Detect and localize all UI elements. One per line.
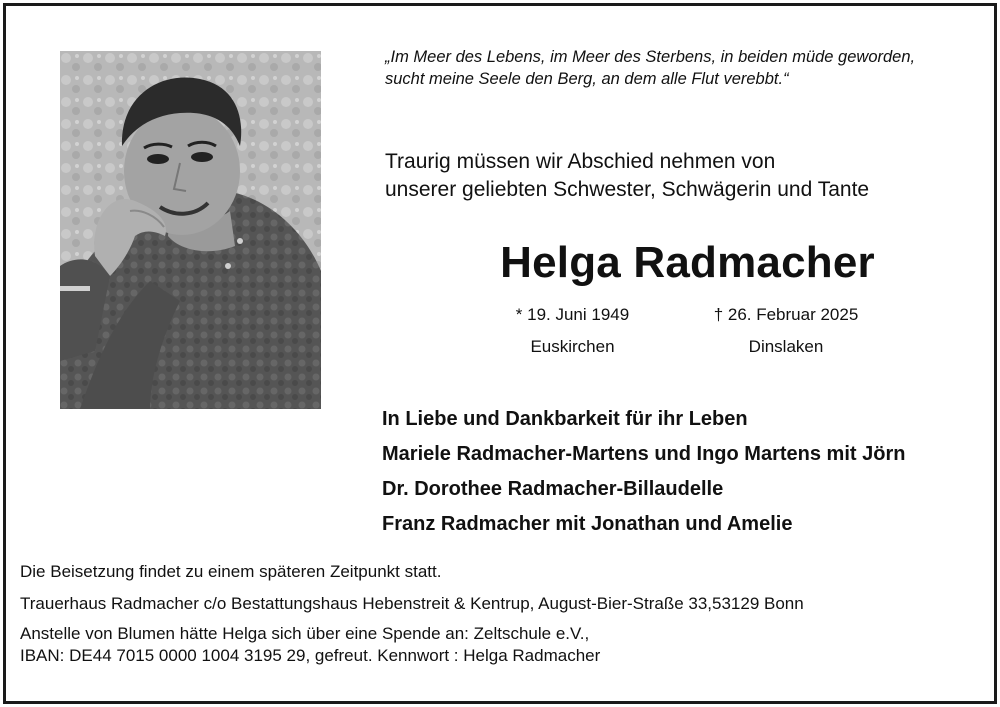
mourner-line: In Liebe und Dankbarkeit für ihr Leben	[382, 408, 748, 430]
intro-line: unserer geliebten Schwester, Schwägerin und Tante	[385, 178, 870, 201]
quote-line: „Im Meer des Lebens, im Meer des Sterbens, in beiden müde geworden,	[385, 48, 916, 66]
mourner-line: Franz Radmacher mit Jonathan und Amelie	[382, 513, 793, 535]
death-date: † 26. Februar 2025	[713, 305, 859, 324]
intro-text	[385, 148, 985, 204]
footer-info	[20, 561, 985, 667]
deceased-name: Helga Radmacher	[500, 238, 875, 287]
mourners-list	[382, 402, 992, 542]
funeral-home-address: Trauerhaus Radmacher c/o Bestattungshaus Hebenstreit & Kentrup, August-Bier-Straße 33,53129 Bonn	[20, 594, 804, 613]
mourner-line: Dr. Dorothee Radmacher-Billaudelle	[382, 478, 724, 500]
intro-line: Traurig müssen wir Abschied nehmen von	[385, 150, 776, 173]
portrait-illustration	[60, 51, 321, 409]
death-info	[696, 305, 876, 357]
birth-info	[500, 305, 645, 357]
mourner-line: Mariele Radmacher-Martens und Ingo Martens mit Jörn	[382, 443, 906, 465]
donation-line: IBAN: DE44 7015 0000 1004 3195 29, gefreut. Kennwort : Helga Radmacher	[20, 646, 601, 665]
birth-place: Euskirchen	[530, 337, 615, 356]
donation-line: Anstelle von Blumen hätte Helga sich über eine Spende an: Zeltschule e.V.,	[20, 624, 590, 643]
death-place: Dinslaken	[748, 337, 824, 356]
quote	[385, 46, 985, 90]
quote-line: sucht meine Seele den Berg, an dem alle Flut verebbt.“	[385, 70, 789, 88]
burial-note: Die Beisetzung findet zu einem späteren Zeitpunkt statt.	[20, 562, 442, 581]
birth-date: * 19. Juni 1949	[515, 305, 630, 324]
portrait-photo	[60, 51, 321, 409]
